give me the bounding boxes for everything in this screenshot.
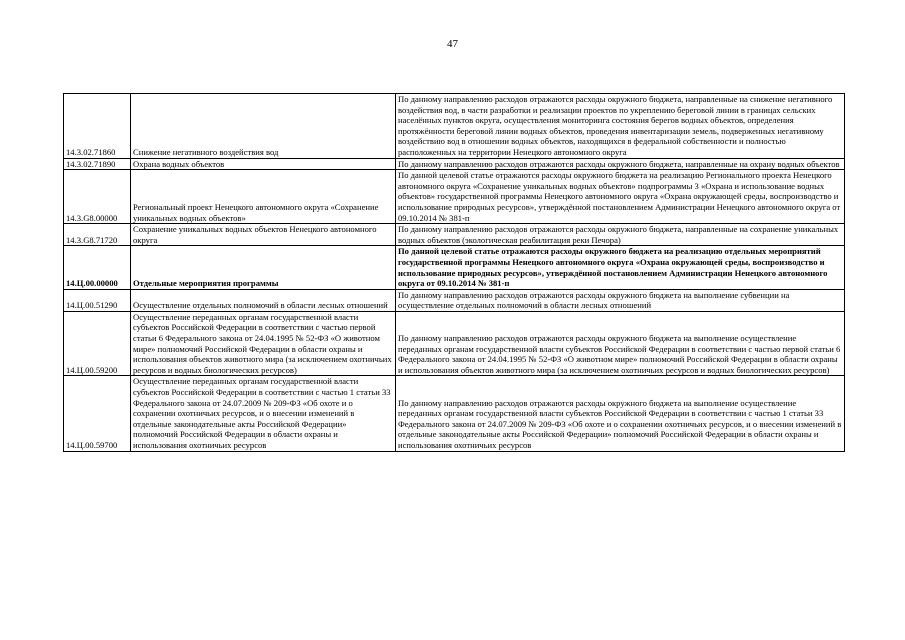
row-description: По данному направлению расходов отражаются расходы окружного бюджета на выполнение осуществление переданных органам государственной власти субъектов Российской Федерации в соответствии с частью первой статьи 6 Федерального закона от 24.04.1995 № 52-ФЗ «О животном мире» полномочий Российской Федерации в области охраны и использования объектов животного мира (за исключением охотничьих ресурсов и водных биологических ресурсов) bbox=[396, 311, 845, 376]
row-description: По данному направлению расходов отражаются расходы окружного бюджета на выполнение субвенции на осуществление отдельных полномочий в области лесных отношений bbox=[396, 289, 845, 311]
row-description: По данному направлению расходов отражаются расходы окружного бюджета на выполнение осуществление переданных органам государственной власти субъектов Российской Федерации в соответствии с частью 1 статьи 33 Федерального закона от 24.07.2009 № 209-ФЗ «Об охоте и о сохранении охотничьих ресурсов, и о внесении изменений в отдельные законодательные акты Российской Федерации» полномочий Российской Федерации в области охраны и использования охотничьих ресурсов bbox=[396, 376, 845, 451]
budget-classification-table bbox=[63, 93, 845, 452]
row-name: Отдельные мероприятия программы bbox=[131, 246, 396, 289]
row-name: Осуществление переданных органам государственной власти субъектов Российской Федерации в соответствии с частью первой статьи 6 Федерального закона от 24.04.1995 № 52-ФЗ «О животном мире» полномочий Российской Федерации в области охраны и использования объектов животного мира (за исключением охотничьих ресурсов и водных биологических ресурсов) bbox=[131, 311, 396, 376]
row-description: По данному направлению расходов отражаются расходы окружного бюджета, направленные на снижение негативного воздействия вод, в части разработки и реализации проектов по укреплению береговой линии в границах сельских населённых пунктов округа, осуществления мониторинга состояния берегов водных объектов, определения протяжённости береговой линии водных объектов, проведения инвентаризации земель, подверженных негативному воздействию вод в отношении водных объектов, находящихся в федеральной собственности и полностью расположенных на территории Ненецкого автономного округа bbox=[396, 94, 845, 159]
row-name: Осуществление переданных органам государственной власти субъектов Российской Федерации в соответствии с частью 1 статьи 33 Федерального закона от 24.07.2009 № 209-ФЗ «Об охоте и о сохранении охотничьих ресурсов, и о внесении изменений в отдельные законодательные акты Российской Федерации» полномочий Российской Федерации в области охраны и использования охотничьих ресурсов bbox=[131, 376, 396, 451]
row-description: По данному направлению расходов отражаются расходы окружного бюджета, направленные на охрану водных объектов bbox=[396, 158, 845, 170]
row-name: Осуществление отдельных полномочий в области лесных отношений bbox=[131, 289, 396, 311]
table-row bbox=[64, 376, 845, 451]
row-code: 14.Ц.00.59700 bbox=[64, 376, 131, 451]
row-description: По данной целевой статье отражаются расходы окружного бюджета на реализацию Регионального проекта Ненецкого автономного округа «Сохранение уникальных водных объектов» подпрограммы 3 «Охрана и использование водных объектов» государственной программы Ненецкого автономного округа «Охрана окружающей среды, воспроизводство и использование природных ресурсов», утверждённой постановлением Администрации Ненецкого автономного округа от 09.10.2014 № 381-п bbox=[396, 170, 845, 224]
row-name: Региональный проект Ненецкого автономного округа «Сохранение уникальных водных объектов» bbox=[131, 170, 396, 224]
row-description: По данной целевой статье отражаются расходы окружного бюджета на реализацию отдельных мероприятий государственной программы Ненецкого автономного округа «Охрана окружающей среды, воспроизводство и использование природных ресурсов», утверждённой постановлением Администрации Ненецкого автономного округа от 09.10.2014 № 381-п bbox=[396, 246, 845, 289]
table-row bbox=[64, 158, 845, 170]
row-name: Охрана водных объектов bbox=[131, 158, 396, 170]
row-description: По данному направлению расходов отражаются расходы окружного бюджета, направленные на сохранение уникальных водных объектов (экологическая реабилитация реки Печора) bbox=[396, 224, 845, 246]
row-code: 14.Ц.00.51290 bbox=[64, 289, 131, 311]
row-code: 14.3.02.71860 bbox=[64, 94, 131, 159]
row-code: 14.3.G8.00000 bbox=[64, 170, 131, 224]
table-row bbox=[64, 224, 845, 246]
row-name: Сохранение уникальных водных объектов Ненецкого автономного округа bbox=[131, 224, 396, 246]
table-row bbox=[64, 289, 845, 311]
row-code: 14.Ц.00.59200 bbox=[64, 311, 131, 376]
row-code: 14.3.G8.71720 bbox=[64, 224, 131, 246]
table-row bbox=[64, 246, 845, 289]
row-code: 14.3.02.71890 bbox=[64, 158, 131, 170]
row-code: 14.Ц.00.00000 bbox=[64, 246, 131, 289]
row-name: Снижение негативного воздействия вод bbox=[131, 94, 396, 159]
table-row bbox=[64, 170, 845, 224]
table-row bbox=[64, 94, 845, 159]
table-row bbox=[64, 311, 845, 376]
page-number: 47 bbox=[447, 38, 458, 50]
